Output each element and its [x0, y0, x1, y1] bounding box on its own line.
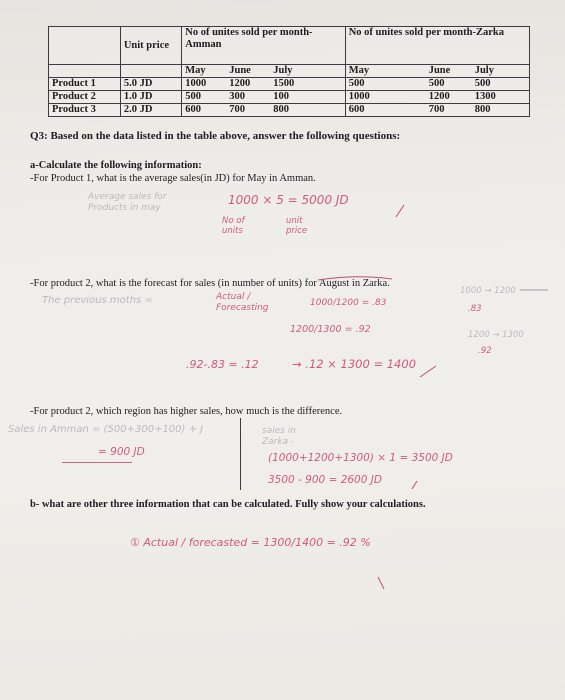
amman-header: No of unites sold per month-Amman — [182, 27, 345, 65]
zarka-months: May June July — [345, 65, 529, 78]
handwritten-b-answer: ① Actual / forecasted = 1300/1400 = .92 % — [130, 536, 371, 549]
handwritten-actual-forecast: Actual / Forecasting — [216, 292, 269, 313]
question-a1: -For Product 1, what is the average sales(in JD) for May in Amman. — [30, 173, 316, 184]
part-b-question: b- what are other three information that can be calculated. Fully show your calculations. — [30, 499, 426, 510]
amman-months: May June July — [182, 65, 345, 78]
table-row: Product 2 1.0 JD 500 300 100 1000 1200 1300 — [49, 91, 530, 104]
handwritten-average-label: Average sales for Products in may — [88, 192, 167, 213]
handwritten-side-4: .92 — [478, 346, 492, 356]
handwritten-ratio-1: 1000/1200 = .83 — [310, 298, 387, 308]
handwritten-sales-zarka-calc: (1000+1200+1300) × 1 = 3500 JD — [268, 452, 453, 464]
part-a-title: a-Calculate the following information: — [30, 160, 202, 171]
unit-price-header: Unit price — [120, 27, 181, 65]
handwritten-calc-1: 1000 × 5 = 5000 JD — [228, 193, 349, 207]
handwritten-diff: .92-.83 = .12 — [186, 358, 259, 371]
table-row: Product 3 2.0 JD 600 700 800 600 700 800 — [49, 104, 530, 117]
handwritten-sales-zarka: sales in Zarka - — [262, 426, 296, 447]
handwritten-sales-amman-result: = 900 JD — [98, 446, 145, 458]
question-a2: -For product 2, what is the forecast for sales (in number of units) for August in Zarka. — [30, 278, 390, 289]
handwritten-sales-amman: Sales in Amman = (500+300+100) + J — [8, 424, 204, 435]
zarka-header: No of unites sold per month-Zarka — [345, 27, 529, 65]
handwritten-side-3: 1200 → 1300 — [468, 330, 524, 340]
handwritten-ratio-2: 1200/1300 = .92 — [290, 324, 371, 335]
question-a3: -For product 2, which region has higher sales, how much is the difference. — [30, 406, 343, 417]
handwritten-forecast: → .12 × 1300 = 1400 — [292, 357, 417, 371]
handwritten-no-units: No of units — [222, 216, 245, 236]
handwritten-sales-diff: 3500 - 900 = 2600 JD — [268, 474, 382, 486]
handwritten-unit-price: unit price — [286, 216, 308, 236]
handwritten-side-1: 1000 → 1200 — [460, 286, 516, 296]
handwritten-side-2: .83 — [468, 304, 482, 314]
handwritten-previous: The previous moths = — [42, 295, 153, 306]
question-3-title: Q3: Based on the data listed in the table above, answer the following questions: — [30, 130, 401, 142]
table-row: Product 1 5.0 JD 1000 1200 1500 500 500 500 — [49, 78, 530, 91]
